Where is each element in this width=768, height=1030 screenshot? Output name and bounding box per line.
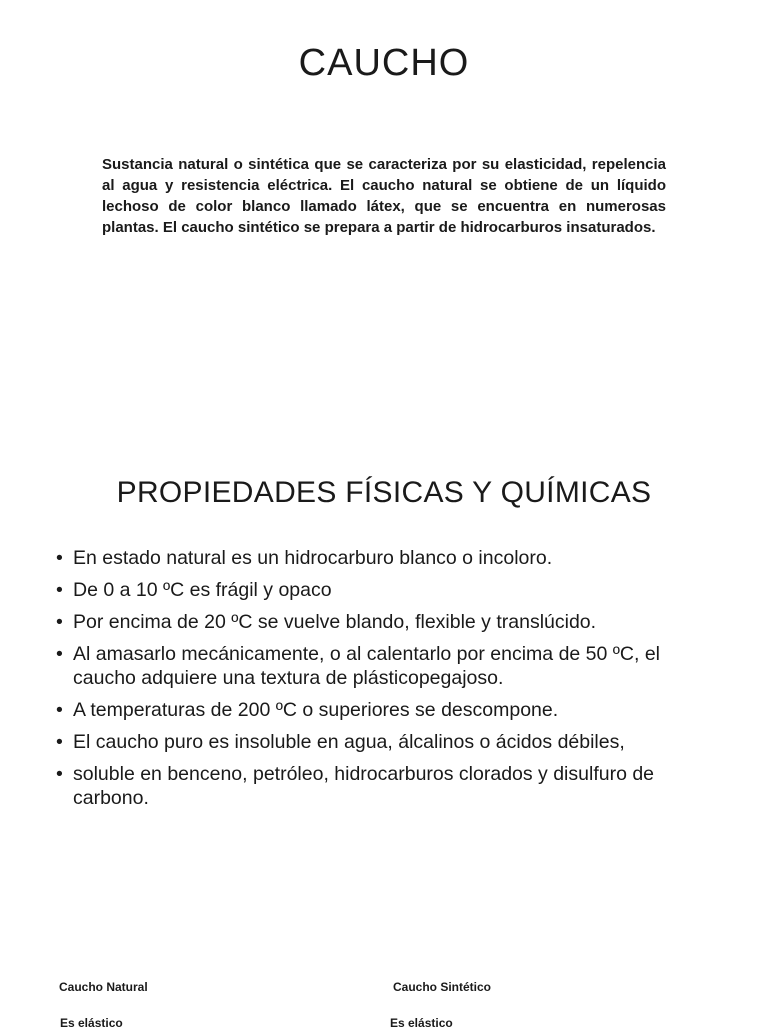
intro-paragraph: Sustancia natural o sintética que se caracteriza por su elasticidad, repelencia al agua y resistencia eléctrica. El caucho natural se obtiene de un líquido lechoso de color blanco llamado látex, que se encuentra en numerosas plantas. El caucho sintético se prepara a partir de hidrocarburos insaturados. bbox=[102, 156, 666, 236]
bullet-icon: • bbox=[56, 579, 63, 601]
list-item-text: soluble en benceno, petróleo, hidrocarburos clorados y disulfuro de carbono. bbox=[73, 763, 655, 809]
natural-first-item: Es elástico bbox=[60, 1016, 123, 1030]
list-item bbox=[56, 762, 716, 810]
list-item bbox=[56, 730, 716, 754]
list-item-text: Por encima de 20 ºC se vuelve blando, flexible y translúcido. bbox=[73, 611, 597, 633]
synthetic-first-item: Es elástico bbox=[390, 1016, 453, 1030]
column-heading-synthetic: Caucho Sintético bbox=[393, 980, 492, 994]
bullet-icon: • bbox=[56, 547, 63, 569]
bullet-icon: • bbox=[56, 611, 63, 633]
list-item-text: En estado natural es un hidrocarburo blanco o incoloro. bbox=[73, 547, 553, 569]
list-item bbox=[56, 642, 716, 690]
properties-list bbox=[56, 546, 716, 818]
column-heading-natural: Caucho Natural bbox=[59, 980, 148, 994]
bullet-icon: • bbox=[56, 763, 63, 785]
list-item bbox=[56, 698, 716, 722]
list-item bbox=[56, 546, 716, 570]
list-item-text: Al amasarlo mecánicamente, o al calentarlo por encima de 50 ºC, el caucho adquiere una textura de plásticopegajoso. bbox=[73, 643, 660, 689]
section-title: PROPIEDADES FÍSICAS Y QUÍMICAS bbox=[116, 476, 652, 509]
list-item bbox=[56, 610, 716, 634]
bullet-icon: • bbox=[56, 731, 63, 753]
list-item-text: A temperaturas de 200 ºC o superiores se descompone. bbox=[73, 699, 559, 721]
list-item bbox=[56, 578, 716, 602]
bullet-icon: • bbox=[56, 699, 63, 721]
bullet-icon: • bbox=[56, 643, 63, 665]
list-item-text: De 0 a 10 ºC es frágil y opaco bbox=[73, 579, 332, 601]
list-item-text: El caucho puro es insoluble en agua, álcalinos o ácidos débiles, bbox=[73, 731, 625, 753]
page-title: CAUCHO bbox=[298, 42, 470, 84]
